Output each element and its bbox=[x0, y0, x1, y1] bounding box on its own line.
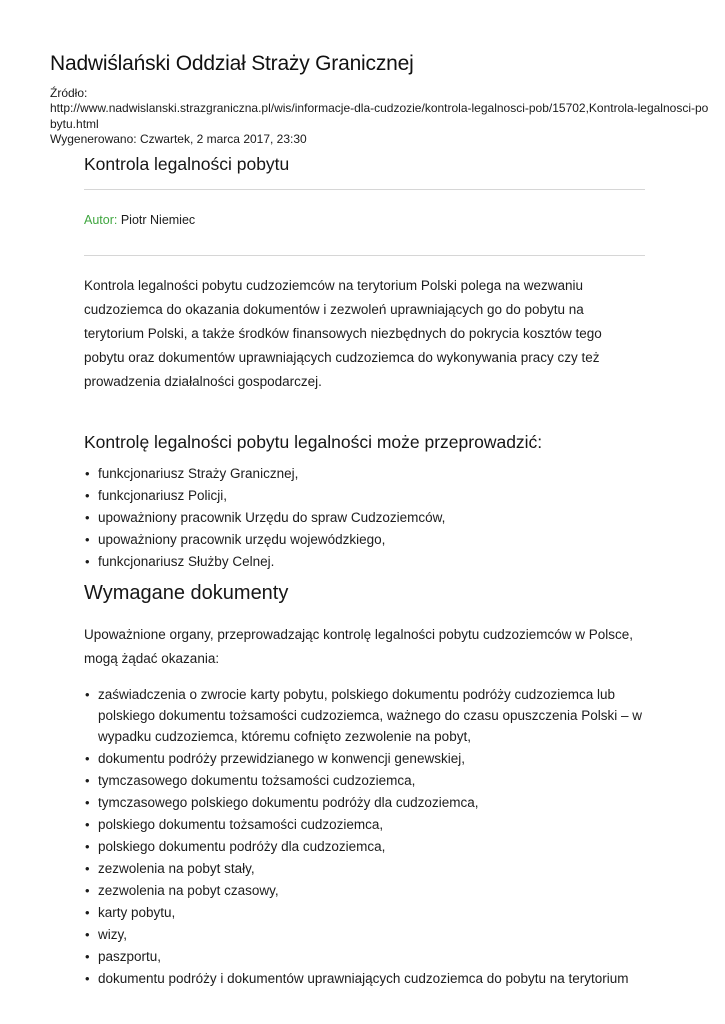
list-item: • zezwolenia na pobyt czasowy, bbox=[84, 880, 645, 901]
generated-value: Czwartek, 2 marca 2017, 23:30 bbox=[139, 131, 307, 146]
divider bbox=[84, 255, 645, 256]
list-item: • funkcjonariusz Policji, bbox=[84, 485, 645, 506]
author-label: Autor: bbox=[84, 212, 118, 227]
article bbox=[84, 154, 645, 989]
list-item: • tymczasowego polskiego dokumentu podróży dla cudzoziemca, bbox=[84, 792, 645, 813]
source-label: Źródło: bbox=[50, 86, 88, 101]
section-heading-required-documents: Wymagane dokumenty bbox=[84, 581, 289, 604]
intro-paragraph: Kontrola legalności pobytu cudzoziemców na terytorium Polski polega na wezwaniu cudzoziemca do okazania dokumentów i zezwoleń uprawniających go do pobytu na terytorium Polski, a także środków finansowych niezbędnych do pokrycia kosztów tego pobytu oraz dokumentów uprawniających cudzoziemca do wykonywania pracy czy też prowadzenia działalności gospodarczej. bbox=[84, 277, 602, 389]
list-item: • zaświadczenia o zwrocie karty pobytu, polskiego dokumentu podróży cudzoziemca lub polskiego dokumentu tożsamości cudzoziemca, ważnego do czasu opuszczenia Polski – w wypadku cudzoziemca, któremu cofnięto zezwolenie na pobyt, bbox=[84, 684, 645, 747]
list-item: • upoważniony pracownik Urzędu do spraw Cudzoziemców, bbox=[84, 507, 645, 528]
list-item: • dokumentu podróży przewidzianego w konwencji genewskiej, bbox=[84, 748, 645, 769]
source-url: http://www.nadwislanski.strazgraniczna.pl/wis/informacje-dla-cudzozie/kontrola-legalnosci-pob/15702,Kontrola-legalnosci-pobytu.html bbox=[50, 101, 709, 131]
list-item: • paszportu, bbox=[84, 946, 645, 967]
list-item: • upoważniony pracownik urzędu wojewódzkiego, bbox=[84, 529, 645, 550]
authorities-list bbox=[84, 463, 645, 572]
required-documents-paragraph: Upoważnione organy, przeprowadzając kontrolę legalności pobytu cudzoziemców w Polsce, mogą żądać okazania: bbox=[84, 626, 634, 666]
required-documents-list bbox=[84, 684, 645, 989]
list-item: • tymczasowego dokumentu tożsamości cudzoziemca, bbox=[84, 770, 645, 791]
list-item: • dokumentu podróży i dokumentów uprawniających cudzoziemca do pobytu na terytorium bbox=[84, 968, 645, 989]
author-line bbox=[84, 213, 645, 228]
divider bbox=[84, 189, 645, 190]
author-name: Piotr Niemiec bbox=[120, 212, 196, 227]
list-item: • polskiego dokumentu podróży dla cudzoziemca, bbox=[84, 836, 645, 857]
list-item: • polskiego dokumentu tożsamości cudzoziemca, bbox=[84, 814, 645, 835]
list-item: • funkcjonariusz Służby Celnej. bbox=[84, 551, 645, 572]
document-meta bbox=[50, 86, 710, 147]
generated-line bbox=[50, 132, 710, 147]
list-item: • karty pobytu, bbox=[84, 902, 645, 923]
list-item: • wizy, bbox=[84, 924, 645, 945]
generated-label: Wygenerowano: bbox=[50, 131, 137, 146]
list-item: • zezwolenia na pobyt stały, bbox=[84, 858, 645, 879]
section-heading-authorities: Kontrolę legalności pobytu legalności może przeprowadzić: bbox=[84, 431, 543, 452]
page-title: Nadwiślański Oddział Straży Granicznej bbox=[50, 52, 414, 75]
article-title: Kontrola legalności pobytu bbox=[84, 154, 290, 175]
list-item: • funkcjonariusz Straży Granicznej, bbox=[84, 463, 645, 484]
